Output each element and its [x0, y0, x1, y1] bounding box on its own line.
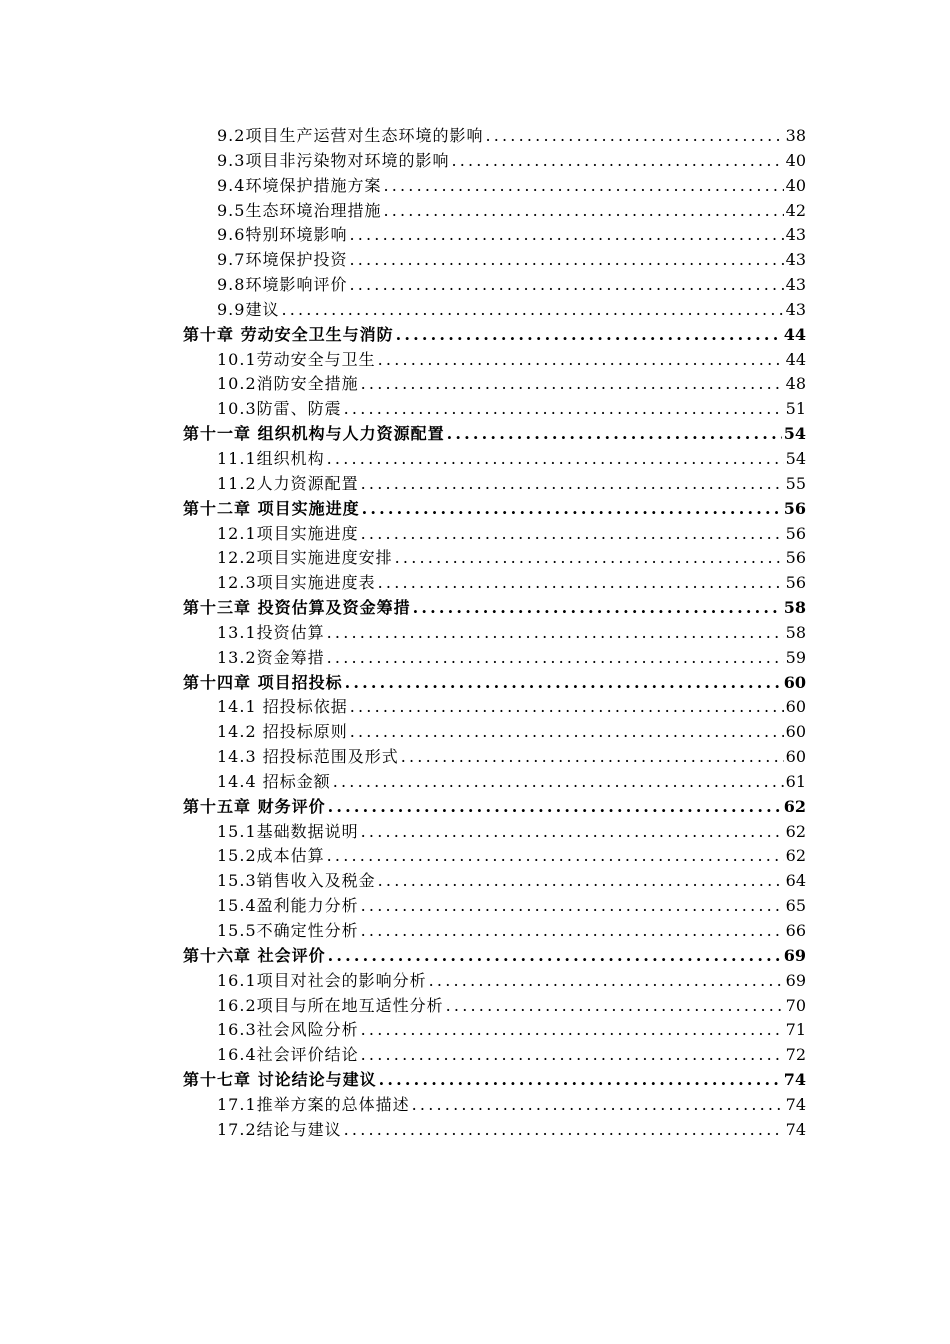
- toc-section-entry[interactable]: [183, 447, 806, 472]
- toc-dot-leader: [378, 571, 784, 596]
- toc-chapter-entry[interactable]: [183, 1068, 806, 1093]
- toc-entry-title: 13.1投资估算: [217, 622, 325, 642]
- toc-page-number: 69: [783, 945, 806, 965]
- toc-page-number: 60: [785, 697, 806, 717]
- toc-page-number: 72: [785, 1045, 806, 1065]
- toc-entry-title: 15.1基础数据说明: [217, 821, 359, 841]
- toc-dot-leader: [281, 298, 783, 323]
- toc-entry-title: 11.2人力资源配置: [217, 473, 359, 493]
- toc-entry-title: 16.2项目与所在地互适性分析: [217, 995, 444, 1015]
- toc-entry-title: 15.5不确定性分析: [217, 921, 359, 940]
- toc-section-entry[interactable]: [183, 248, 806, 273]
- toc-entry-title: 9.5生态环境治理措施: [217, 200, 382, 220]
- toc-page-number: 55: [785, 473, 806, 493]
- toc-dot-leader: [328, 944, 782, 969]
- toc-page-number: 56: [785, 548, 806, 568]
- toc-section-entry[interactable]: [183, 546, 806, 571]
- toc-section-entry[interactable]: [183, 199, 806, 224]
- toc-page-number: 60: [785, 722, 806, 742]
- toc-section-entry[interactable]: [183, 695, 806, 720]
- toc-dot-leader: [446, 994, 784, 1019]
- toc-section-entry[interactable]: [183, 969, 806, 994]
- toc-dot-leader: [345, 671, 782, 696]
- toc-chapter-entry[interactable]: [183, 422, 806, 447]
- toc-page-number: 70: [785, 995, 806, 1015]
- toc-page-number: 59: [785, 647, 806, 667]
- toc-section-entry[interactable]: [183, 646, 806, 671]
- toc-dot-leader: [412, 1093, 784, 1118]
- toc-section-entry[interactable]: [183, 223, 806, 248]
- toc-page-number: 48: [785, 374, 806, 394]
- toc-section-entry[interactable]: [183, 372, 806, 397]
- toc-entry-title: 15.2成本估算: [217, 846, 325, 866]
- toc-chapter-entry[interactable]: [183, 497, 806, 522]
- toc-entry-title: 10.3防雷、防震: [217, 399, 342, 419]
- toc-entry-title: 16.3社会风险分析: [217, 1020, 359, 1040]
- toc-page-number: 58: [785, 622, 806, 642]
- toc-page-number: 40: [785, 175, 806, 195]
- toc-dot-leader: [361, 1018, 784, 1043]
- toc-dot-leader: [349, 273, 783, 298]
- toc-section-entry[interactable]: [183, 869, 806, 894]
- toc-page-number: 43: [785, 275, 806, 295]
- toc-dot-leader: [333, 770, 784, 795]
- toc-page-number: 74: [785, 1094, 806, 1114]
- toc-page-number: 62: [785, 846, 806, 866]
- toc-entry-title: 16.1项目对社会的影响分析: [217, 970, 427, 990]
- toc-page-number: 60: [785, 747, 806, 767]
- toc-section-entry[interactable]: [183, 919, 806, 944]
- toc-page-number: 56: [785, 523, 806, 543]
- toc-section-entry[interactable]: [183, 348, 806, 373]
- toc-chapter-entry[interactable]: [183, 795, 806, 820]
- toc-page-number: 74: [783, 1070, 806, 1090]
- toc-entry-title: 12.2项目实施进度安排: [217, 548, 393, 568]
- toc-entry-title: 16.4社会评价结论: [217, 1045, 359, 1065]
- toc-page-number: 43: [785, 299, 806, 319]
- toc-entry-title: 第十三章 投资估算及资金筹措: [183, 598, 411, 618]
- toc-page-number: 62: [785, 821, 806, 841]
- toc-dot-leader: [485, 124, 783, 149]
- toc-section-entry[interactable]: [183, 894, 806, 919]
- toc-dot-leader: [361, 1043, 784, 1068]
- toc-entry-title: 第十四章 项目招投标: [183, 672, 343, 692]
- toc-dot-leader: [379, 1068, 782, 1093]
- toc-entry-title: 10.2消防安全措施: [217, 374, 359, 394]
- toc-page-number: 42: [785, 200, 806, 220]
- toc-page-number: 71: [785, 1020, 806, 1040]
- toc-entry-title: 第十章 劳动安全卫生与消防: [183, 324, 394, 344]
- toc-entry-title: 第十二章 项目实施进度: [183, 498, 360, 518]
- toc-section-entry[interactable]: [183, 1043, 806, 1068]
- toc-page-number: 60: [783, 672, 806, 692]
- toc-dot-leader: [383, 174, 783, 199]
- toc-page-number: 66: [785, 921, 806, 940]
- toc-entry-title: 9.6特别环境影响: [217, 225, 348, 245]
- toc-entry-title: 12.1项目实施进度: [217, 523, 359, 543]
- toc-entry-title: 9.7环境保护投资: [217, 250, 348, 270]
- toc-entry-title: 17.1推举方案的总体描述: [217, 1094, 410, 1114]
- toc-entry-title: 14.3 招投标范围及形式: [217, 747, 399, 767]
- toc-entry-title: 第十五章 财务评价: [183, 796, 326, 816]
- toc-entry-title: 14.4 招标金额: [217, 771, 331, 791]
- toc-entry-title: 9.9建议: [217, 299, 280, 319]
- toc-entry-title: 第十七章 讨论结论与建议: [183, 1070, 377, 1090]
- toc-dot-leader: [361, 472, 784, 497]
- toc-section-entry[interactable]: [183, 844, 806, 869]
- toc-page-number: 51: [785, 399, 806, 419]
- toc-section-entry[interactable]: [183, 1118, 806, 1143]
- toc-chapter-entry[interactable]: [183, 323, 806, 348]
- toc-chapter-entry[interactable]: [183, 671, 806, 696]
- toc-section-entry[interactable]: [183, 994, 806, 1019]
- toc-section-entry[interactable]: [183, 1018, 806, 1043]
- toc-section-entry[interactable]: [183, 1093, 806, 1118]
- toc-dot-leader: [413, 596, 782, 621]
- toc-entry-title: 11.1组织机构: [217, 448, 325, 468]
- toc-page-number: 44: [785, 349, 806, 369]
- toc-entry-title: 10.1劳动安全与卫生: [217, 349, 376, 369]
- toc-dot-leader: [401, 745, 784, 770]
- toc-page-number: 65: [785, 896, 806, 916]
- toc-dot-leader: [349, 248, 783, 273]
- toc-page-number: 61: [785, 771, 806, 791]
- toc-page-number: 56: [785, 573, 806, 593]
- toc-dot-leader: [350, 695, 784, 720]
- toc-entry-title: 14.1 招投标依据: [217, 697, 348, 717]
- toc-section-entry[interactable]: [183, 720, 806, 745]
- toc-entry-title: 9.4环境保护措施方案: [217, 175, 382, 195]
- toc-page-number: 40: [785, 150, 806, 170]
- toc-page-number: 38: [785, 126, 806, 145]
- toc-section-entry[interactable]: [183, 124, 806, 149]
- toc-dot-leader: [328, 795, 782, 820]
- toc-section-entry[interactable]: [183, 745, 806, 770]
- toc-page-number: 54: [783, 424, 806, 444]
- toc-section-entry[interactable]: [183, 174, 806, 199]
- toc-entry-title: 9.2项目生产运营对生态环境的影响: [217, 126, 484, 145]
- toc-page-number: 62: [783, 796, 806, 816]
- toc-chapter-entry[interactable]: [183, 944, 806, 969]
- toc-dot-leader: [350, 720, 784, 745]
- toc-entry-title: 第十六章 社会评价: [183, 945, 326, 965]
- toc-dot-leader: [447, 422, 782, 447]
- toc-dot-leader: [361, 894, 784, 919]
- toc-dot-leader: [344, 397, 784, 422]
- toc-chapter-entry[interactable]: [183, 596, 806, 621]
- toc-dot-leader: [396, 323, 782, 348]
- table-of-contents: [183, 124, 806, 1143]
- toc-section-entry[interactable]: [183, 149, 806, 174]
- toc-section-entry[interactable]: [183, 273, 806, 298]
- toc-dot-leader: [429, 969, 784, 994]
- toc-page-number: 43: [785, 250, 806, 270]
- toc-entry-title: 15.4盈利能力分析: [217, 896, 359, 916]
- toc-entry-title: 第十一章 组织机构与人力资源配置: [183, 424, 445, 444]
- toc-entry-title: 9.3项目非污染物对环境的影响: [217, 150, 450, 170]
- toc-dot-leader: [327, 646, 784, 671]
- toc-entry-title: 14.2 招投标原则: [217, 722, 348, 742]
- toc-entry-title: 13.2资金筹措: [217, 647, 325, 667]
- toc-dot-leader: [349, 223, 783, 248]
- toc-section-entry[interactable]: [183, 820, 806, 845]
- toc-page-number: 44: [783, 324, 806, 344]
- toc-dot-leader: [361, 820, 784, 845]
- toc-page-number: 74: [785, 1119, 806, 1139]
- toc-page-number: 54: [785, 448, 806, 468]
- toc-section-entry[interactable]: [183, 298, 806, 323]
- toc-entry-title: 12.3项目实施进度表: [217, 573, 376, 593]
- toc-page-number: 43: [785, 225, 806, 245]
- toc-dot-leader: [327, 844, 784, 869]
- toc-page-number: 56: [783, 498, 806, 518]
- toc-dot-leader: [327, 621, 784, 646]
- toc-section-entry[interactable]: [183, 571, 806, 596]
- toc-dot-leader: [361, 372, 784, 397]
- toc-entry-title: 17.2结论与建议: [217, 1119, 342, 1139]
- toc-section-entry[interactable]: [183, 621, 806, 646]
- toc-dot-leader: [361, 919, 784, 944]
- toc-entry-title: 15.3销售收入及税金: [217, 871, 376, 891]
- toc-dot-leader: [395, 546, 784, 571]
- toc-dot-leader: [327, 447, 784, 472]
- toc-dot-leader: [378, 348, 784, 373]
- toc-dot-leader: [362, 497, 782, 522]
- toc-dot-leader: [344, 1118, 784, 1143]
- toc-section-entry[interactable]: [183, 770, 806, 795]
- toc-page-number: 58: [783, 598, 806, 618]
- toc-page-number: 64: [785, 871, 806, 891]
- toc-section-entry[interactable]: [183, 522, 806, 547]
- toc-dot-leader: [383, 199, 783, 224]
- toc-page-number: 69: [785, 970, 806, 990]
- toc-entry-title: 9.8环境影响评价: [217, 275, 348, 295]
- toc-section-entry[interactable]: [183, 397, 806, 422]
- toc-dot-leader: [378, 869, 784, 894]
- toc-dot-leader: [361, 522, 784, 547]
- toc-dot-leader: [451, 149, 783, 174]
- toc-section-entry[interactable]: [183, 472, 806, 497]
